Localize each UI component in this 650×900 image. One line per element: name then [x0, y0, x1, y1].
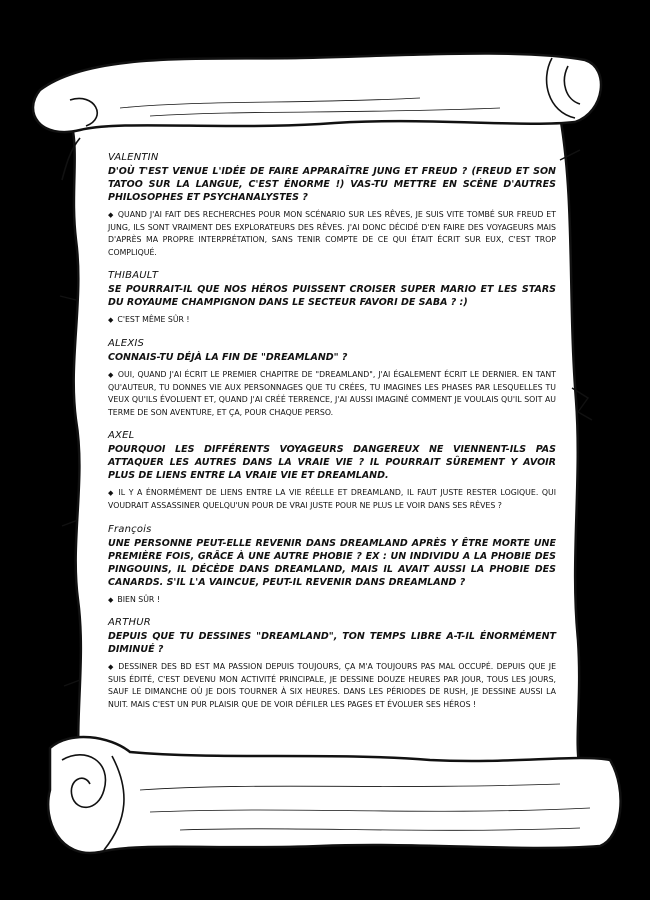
- top-scroll-roll: [33, 54, 601, 133]
- bullet-icon: ◆: [108, 489, 115, 498]
- asker-name: ALEXIS: [108, 337, 145, 349]
- qa-entry-valentin: [108, 152, 556, 259]
- asker-name: AXEL: [108, 430, 135, 442]
- question-text: UNE PERSONNE PEUT-ELLE REVENIR DANS DREAMLAND APRÈS Y ÊTRE MORTE UNE PREMIÈRE FOIS, GRÂCE À UNE AUTRE PHOBIE ? EX : UN INDIVIDU A LA PHOBIE DES PINGOUINS, IL DÉCÈDE DANS DREAMLAND, MAIS IL AVAIT AUSSI LA PHOBIE DES CANARDS. S'IL L'A VAINCUE, PEUT-IL REVENIR DANS DREAMLAND ?: [108, 537, 556, 588]
- answer-body: OUI, QUAND J'AI ÉCRIT LE PREMIER CHAPITRE DE "DREAMLAND", J'AI ÉGALEMENT ÉCRIT LE DERNIER. EN TANT QU'AUTEUR, TU DONNES VIE AUX PERSONNAGES QUE TU CRÉES, TU IMAGINES LES PHASES PAR LESQUELLES TU VEUX QU'ILS ÉVOLUENT ET, QUAND J'AI CRÉÉ TERRENCE, J'AI AUSSI IMAGINÉ COMMENT JE VOULAIS QU'IL SOIT AU TERME DE SON AVENTURE, ET ÇA, POUR CHAQUE PERSO.: [108, 369, 556, 417]
- qa-entry-thibault: [108, 270, 556, 327]
- question-text: D'OÙ T'EST VENUE L'IDÉE DE FAIRE APPARAÎTRE JUNG ET FREUD ? (FREUD ET SON TATOO SUR LA LANGUE, C'EST ÉNORME !) VAS-TU METTRE EN SCÈNE D'AUTRES PHILOSOPHES ET PSYCHANALYSTES ?: [108, 166, 556, 203]
- answer-text: [108, 209, 556, 259]
- asker-name: VALENTIN: [108, 152, 159, 163]
- question-text: CONNAIS-TU DÉJÀ LA FIN DE "DREAMLAND" ?: [108, 351, 348, 363]
- answer-text: [108, 487, 556, 512]
- answer-body: C'EST MÊME SÛR !: [117, 315, 190, 325]
- qa-entry-francois: [108, 524, 556, 607]
- answer-text: [108, 594, 556, 607]
- qa-section: [108, 152, 556, 723]
- question-text: DEPUIS QUE TU DESSINES "DREAMLAND", TON TEMPS LIBRE A-T-IL ÉNORMÉMENT DIMINUÉ ?: [108, 631, 556, 656]
- asker-name: ARTHUR: [108, 617, 151, 629]
- answer-body: QUAND J'AI FAIT DES RECHERCHES POUR MON SCÉNARIO SUR LES RÊVES, JE SUIS VITE TOMBÉ SUR FREUD ET JUNG, ILS SONT VRAIMENT DES EXPLORATEURS DES RÊVES. J'AI DONC DÉCIDÉ D'EN FAIRE DES VOYAGEURS MAIS D'APRÈS MA PROPRE INTERPRÉTATION, SANS TENIR COMPTE DE CE QUI ÉTAIT ÉCRIT SUR EUX, C'EST TROP COMPLIQUÉ.: [108, 210, 556, 257]
- answer-text: [108, 314, 556, 327]
- bullet-icon: ◆: [108, 595, 114, 604]
- answer-body: BIEN SÛR !: [117, 594, 160, 604]
- question-text: POURQUOI LES DIFFÉRENTS VOYAGEURS DANGEREUX NE VIENNENT-ILS PAS ATTAQUER LES AUTRES DANS LA VRAIE VIE ? IL POURRAIT SÛREMENT Y AVOIR PLUS DE LIENS ENTRE LA VRAIE VIE ET DREAMLAND.: [108, 444, 556, 482]
- bullet-icon: ◆: [108, 370, 114, 379]
- qa-entry-arthur: [108, 617, 556, 711]
- answer-body: IL Y A ÉNORMÉMENT DE LIENS ENTRE LA VIE RÉELLE ET DREAMLAND, IL FAUT JUSTE RESTER LOGIQUE. QUI VOUDRAIT ASSASSINER QUELQU'UN POUR DE VRAI JUSTE POUR NE PLUS LE VOIR DANS SES RÊVES ?: [108, 488, 557, 510]
- answer-text: [108, 661, 556, 711]
- asker-name: François: [108, 523, 152, 535]
- answer-text: [108, 369, 556, 419]
- question-text: SE POURRAIT-IL QUE NOS HÉROS PUISSENT CROISER SUPER MARIO ET LES STARS DU ROYAUME CHAMPIGNON DANS LE SECTEUR FAVORI DE SABA ? :): [108, 284, 556, 309]
- qa-entry-axel: [108, 430, 556, 512]
- qa-entry-alexis: [108, 338, 556, 419]
- bullet-icon: ◆: [108, 316, 114, 325]
- bullet-icon: ◆: [108, 211, 114, 219]
- answer-body: DESSINER DES BD EST MA PASSION DEPUIS TOUJOURS, ÇA M'A TOUJOURS PAS MAL OCCUPÉ. DEPUIS QUE JE SUIS ÉDITÉ, C'EST DEVENU MON ACTIVITÉ PRINCIPALE, JE DESSINE DOUZE HEURES PAR JOUR, TOUS LES JOURS, SAUF LE DIMANCHE OÙ JE DOIS TOURNER À SIX HEURES. DANS LES PÉRIODES DE RUSH, JE DESSINE AUSSI LA NUIT. MAIS C'EST UN PUR PLAISIR QUE DE VOIR DÉFILER LES PAGES ET ÉVOLUER SES HÉROS !: [108, 662, 556, 709]
- bullet-icon: ◆: [108, 663, 115, 672]
- asker-name: THIBAULT: [108, 270, 159, 282]
